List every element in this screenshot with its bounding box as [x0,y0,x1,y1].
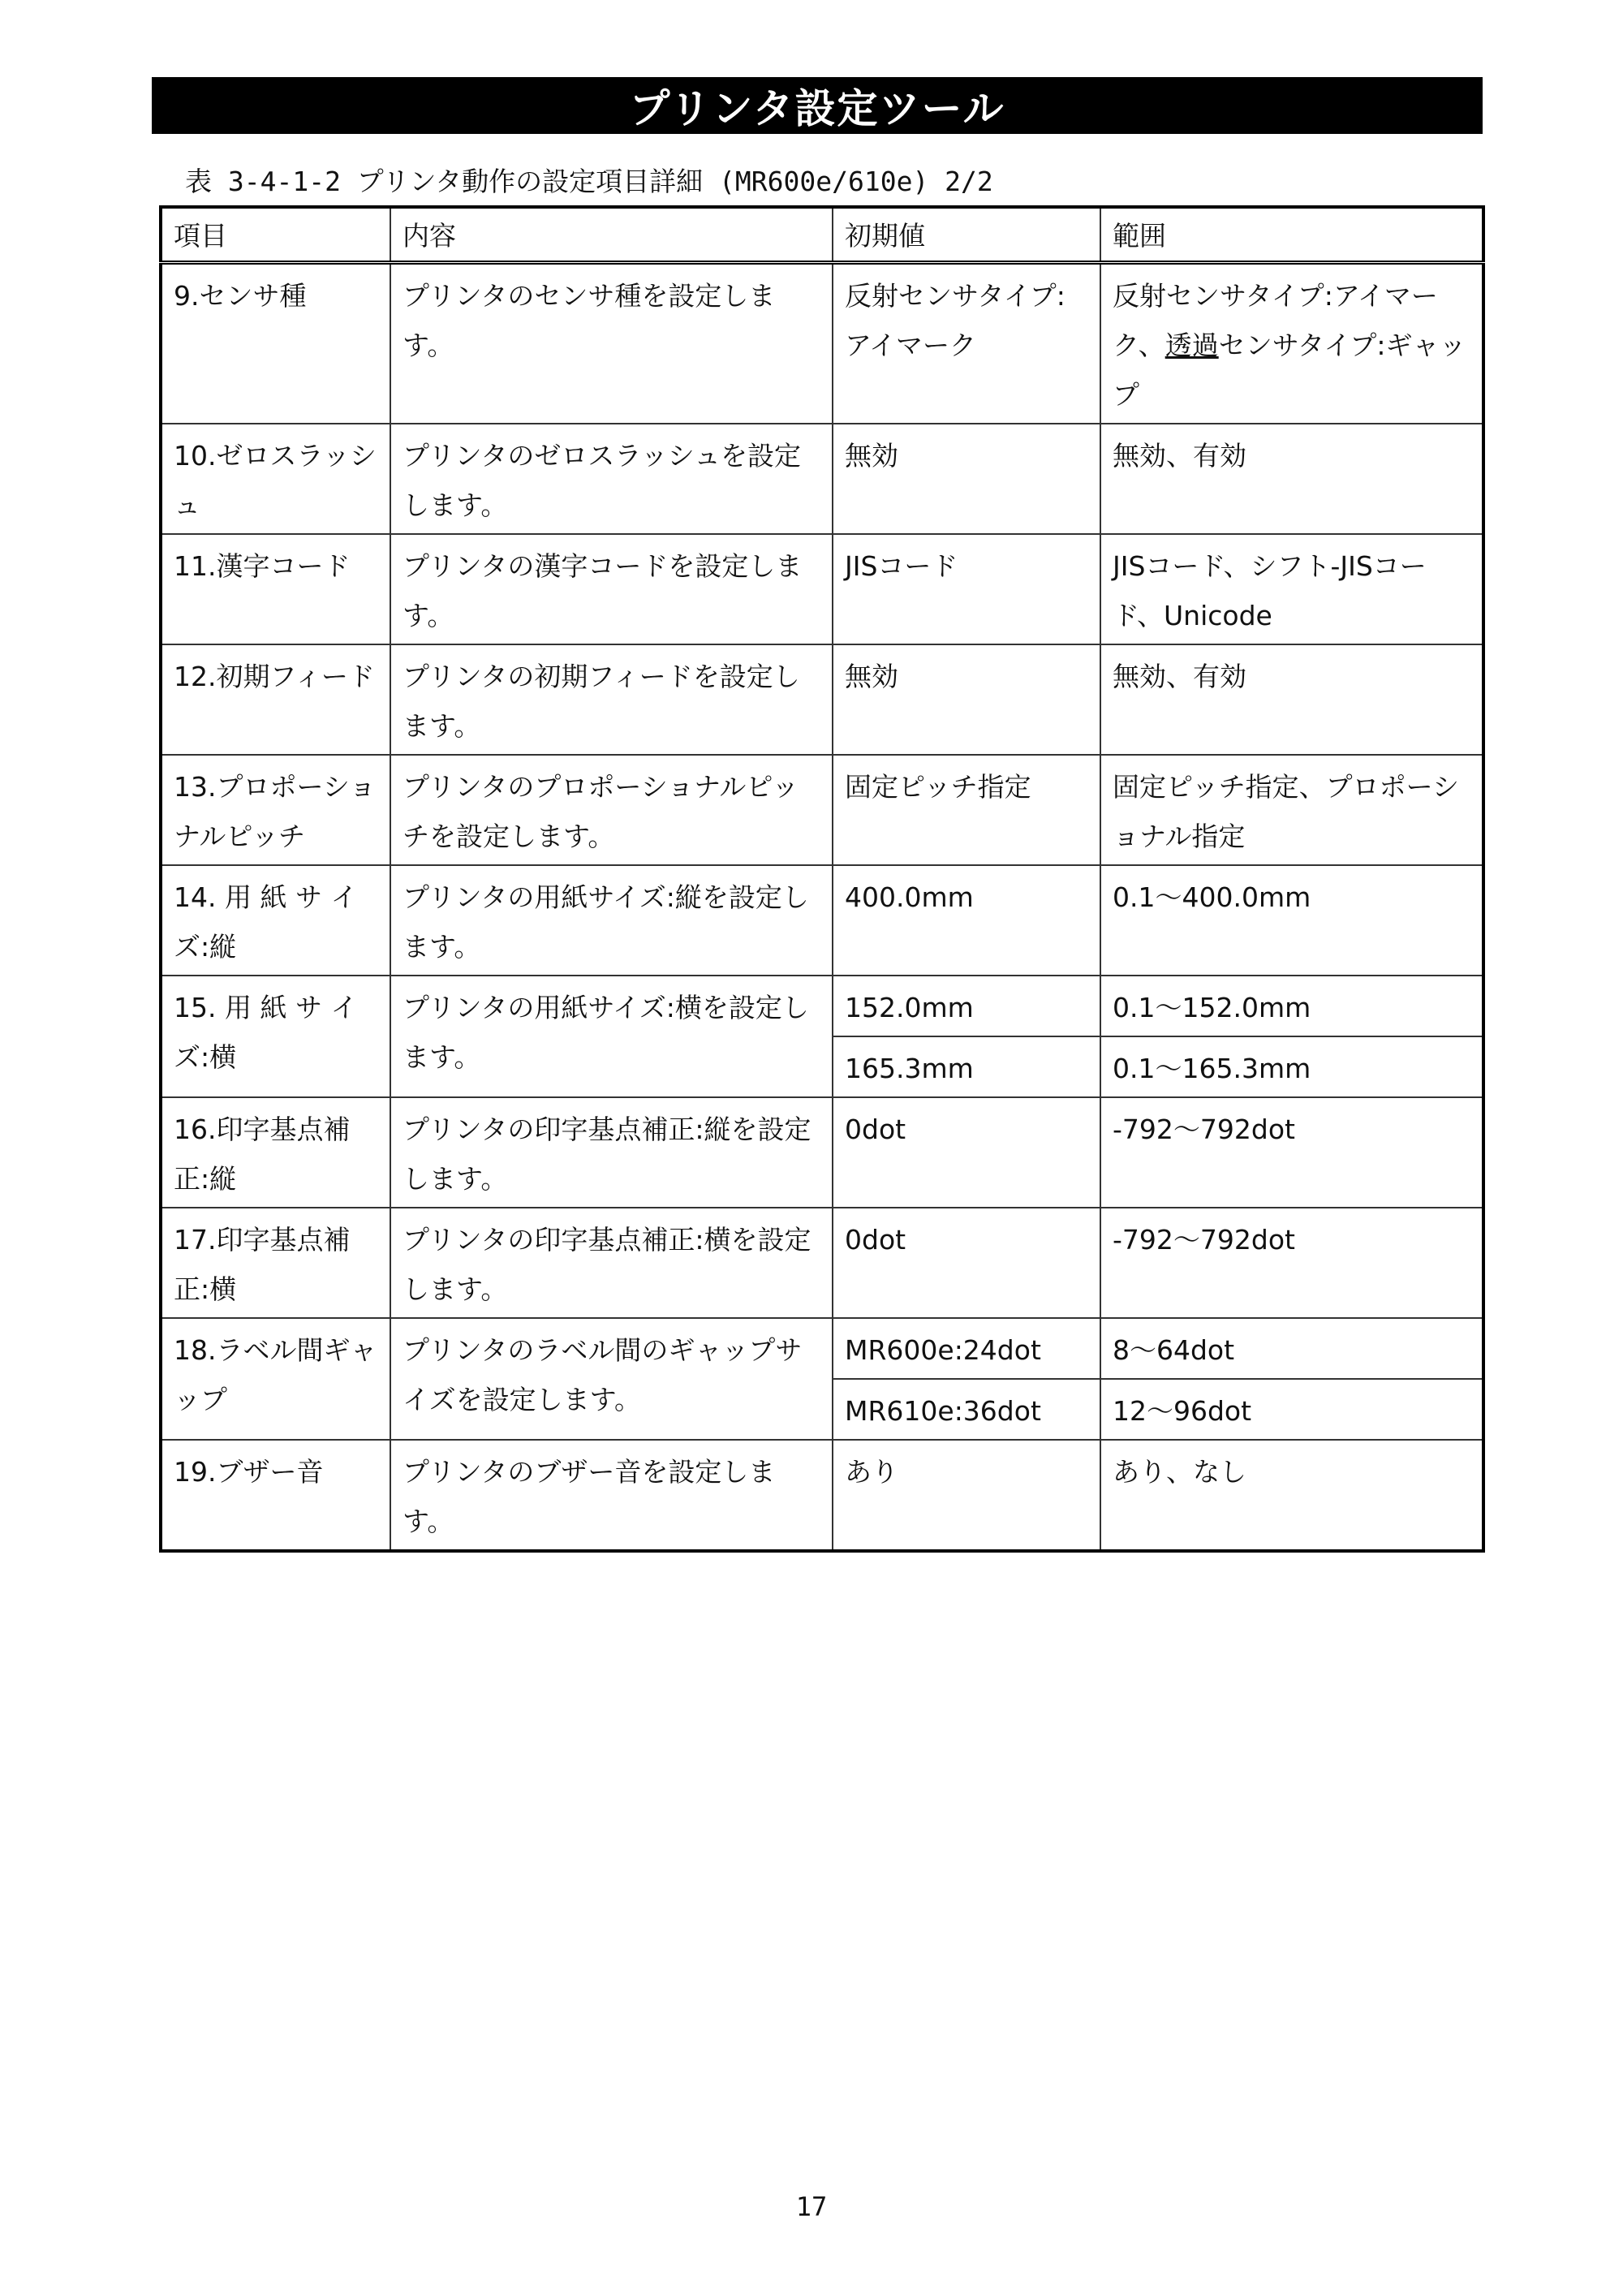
initial-cell: MR610e:36dot [833,1379,1100,1440]
range-cell: 12～96dot [1100,1379,1483,1440]
range-cell: 0.1～165.3mm [1100,1036,1483,1097]
range-cell: JISコード、シフト-JISコード、Unicode [1100,534,1483,644]
initial-cell: 152.0mm [833,976,1100,1036]
initial-cell: 反射センサタイプ:アイマーク [833,263,1100,424]
item-cell: 15. 用 紙 サ イ ズ:横 [161,976,390,1097]
initial-cell: 無効 [833,424,1100,534]
item-cell: 17.印字基点補正:横 [161,1208,390,1318]
page-number: 17 [795,2191,828,2222]
table-row [161,424,1483,534]
column-header-initial: 初期値 [833,207,1100,263]
table-row [161,534,1483,644]
item-cell: 13.プロポーショナルピッチ [161,755,390,865]
item-cell: 16.印字基点補正:縦 [161,1097,390,1208]
range-cell [1100,263,1483,424]
content-cell: プリンタの初期フィードを設定します。 [390,644,833,755]
content-cell: プリンタの印字基点補正:横を設定します。 [390,1208,833,1318]
initial-cell: 0dot [833,1208,1100,1318]
range-text: センサタイプ:ギャップ [1113,330,1466,411]
item-cell: 10.ゼロスラッシュ [161,424,390,534]
title-bar [152,77,1483,134]
item-cell: 14. 用 紙 サ イ ズ:縦 [161,865,390,976]
column-header-item: 項目 [161,207,390,263]
table-header-row [161,207,1483,263]
range-cell: 無効、有効 [1100,424,1483,534]
initial-cell: 無効 [833,644,1100,755]
content-cell: プリンタの印字基点補正:縦を設定します。 [390,1097,833,1208]
item-cell: 9.センサ種 [161,263,390,424]
range-cell: 無効、有効 [1100,644,1483,755]
table-row [161,1097,1483,1208]
content-cell: プリンタの用紙サイズ:横を設定します。 [390,976,833,1097]
table-row [161,1208,1483,1318]
table-caption: 表 3-4-1-2 プリンタ動作の設定項目詳細 (MR600e/610e) 2/2 [185,166,993,197]
item-cell: 19.ブザー音 [161,1440,390,1551]
content-cell: プリンタの漢字コードを設定します。 [390,534,833,644]
column-header-range: 範囲 [1100,207,1483,263]
table-row [161,263,1483,424]
range-cell: 0.1～152.0mm [1100,976,1483,1036]
content-cell: プリンタのセンサ種を設定します。 [390,263,833,424]
item-cell: 12.初期フィード [161,644,390,755]
table-row [161,1318,1483,1379]
settings-table [159,205,1485,1553]
content-cell: プリンタのラベル間のギャップサイズを設定します。 [390,1318,833,1440]
initial-cell: MR600e:24dot [833,1318,1100,1379]
item-cell: 11.漢字コード [161,534,390,644]
table-row [161,755,1483,865]
initial-cell: 0dot [833,1097,1100,1208]
table-row [161,865,1483,976]
range-text-underlined: 透過 [1165,330,1219,361]
initial-cell: 固定ピッチ指定 [833,755,1100,865]
range-text: 反射センサタイプ:アイマーク、 [1113,280,1438,361]
column-header-content: 内容 [390,207,833,263]
table-row [161,976,1483,1036]
range-cell: あり、なし [1100,1440,1483,1551]
content-cell: プリンタのブザー音を設定します。 [390,1440,833,1551]
page-title: プリンタ設定ツール [629,85,1005,132]
range-cell: 8～64dot [1100,1318,1483,1379]
content-cell: プリンタのプロポーショナルピッチを設定します。 [390,755,833,865]
range-cell: 固定ピッチ指定、プロポーショナル指定 [1100,755,1483,865]
initial-cell: 165.3mm [833,1036,1100,1097]
content-cell: プリンタの用紙サイズ:縦を設定します。 [390,865,833,976]
range-cell: -792～792dot [1100,1208,1483,1318]
initial-cell: あり [833,1440,1100,1551]
range-cell: 0.1～400.0mm [1100,865,1483,976]
table-row [161,1440,1483,1551]
range-cell: -792～792dot [1100,1097,1483,1208]
table-row [161,644,1483,755]
content-cell: プリンタのゼロスラッシュを設定します。 [390,424,833,534]
item-cell: 18.ラベル間ギャップ [161,1318,390,1440]
initial-cell: 400.0mm [833,865,1100,976]
initial-cell: JISコード [833,534,1100,644]
